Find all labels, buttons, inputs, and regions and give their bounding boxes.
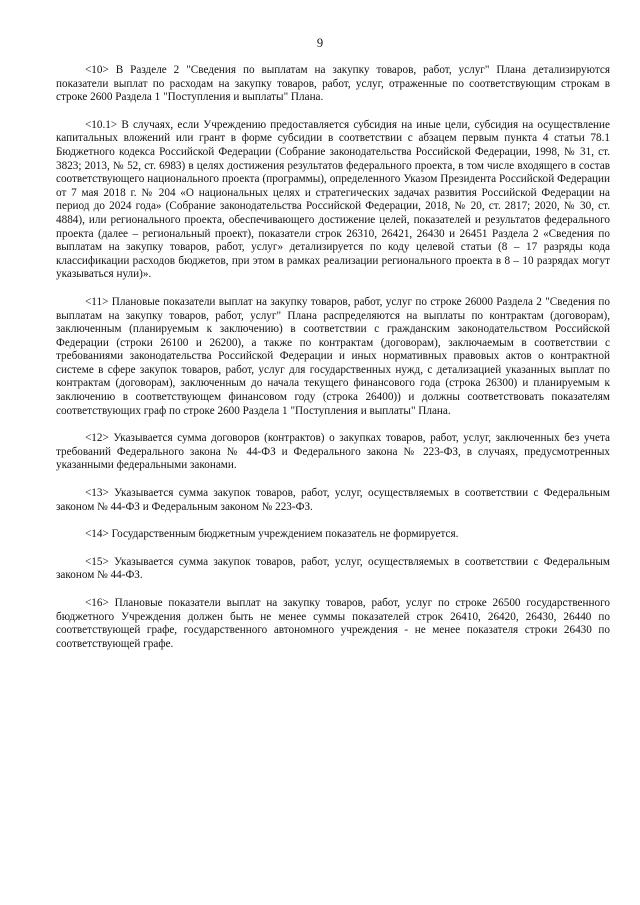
footnote-13: <13> Указывается сумма закупок товаров, работ, услуг, осуществляемых в соответствии с Федеральным законом № 44-ФЗ и Федеральным законом № 223-ФЗ. bbox=[56, 487, 610, 513]
footnote-16: <16> Плановые показатели выплат на закупку товаров, работ, услуг по строке 26500 государственного бюджетного Учреждения должен быть не менее суммы показателей строк 26410, 26420, 26430, 26440 по соответствующей графе, государственного автономного учреждения - не менее показателя строки 26430 по соответствующей графе. bbox=[56, 597, 610, 650]
footnotes-body bbox=[56, 64, 610, 665]
footnote-15: <15> Указывается сумма закупок товаров, работ, услуг, осуществляемых в соответствии с Федеральным законом № 44-ФЗ. bbox=[56, 555, 610, 582]
footnote-10: <10> В Разделе 2 "Сведения по выплатам на закупку товаров, работ, услуг" Плана детализируются показатели выплат по расходам на закупку товаров, работ, услуг, отраженные по соответствующим строкам в строке 2600 Раздела 1 "Поступления и выплаты" Плана. bbox=[56, 64, 610, 104]
page-number: 9 bbox=[316, 36, 324, 50]
footnote-12: <12> Указывается сумма договоров (контрактов) о закупках товаров, работ, услуг, заключенных без учета требований Федерального закона № 44-ФЗ и Федерального закона № 223-ФЗ, в случаях, предусмотренных указанными федеральными законами. bbox=[56, 432, 610, 472]
footnote-10-1: <10.1> В случаях, если Учреждению предоставляется субсидия на иные цели, субсидия на осуществление капитальных вложений или грант в форме субсидии в соответствии с абзацем первым пункта 4 статьи 78.1 Бюджетного кодекса Российской Федерации (Собрание законодательства Российской Федерации, 1998, № 31, ст. 3823; 2013, № 52, ст. 6983) в целях достижения результатов федерального проекта, в том числе входящего в состав соответствующего национального проекта (программы), определенного Указом Президента Российской Федерации от 7 мая 2018 г. № 204 «О национальных целях и стратегических задачах развития Российской Федерации на период до 2024 года» (Собрание законодательства Российской Федерации, 2018, № 20, ст. 2817; 2020, № 30, ст. 4884), или регионального проекта, обеспечивающего достижение целей, показателей и результатов федерального проекта (далее – региональный проект), показатели строк 26310, 26421, 26430 и 26451 Раздела 2 «Сведения по выплатам на закупку товаров, работ, услуг» детализируется по коду целевой статьи (8 – 17 разряды кода классификации расходов бюджетов, при этом в рамках реализации регионального проекта в 8 – 10 разрядах могут указываться нули)». bbox=[56, 118, 610, 281]
footnote-11: <11> Плановые показатели выплат на закупку товаров, работ, услуг по строке 26000 Раздела 2 "Сведения по выплатам на закупку товаров, работ, услуг" Плана распределяются на выплаты по контрактам (договорам), заключенным (планируемым к заключению) в соответствии с гражданским законодательством Российской Федерации (строки 26100 и 26200), а также по контрактам (договорам), заключаемым в соответствии с требованиями законодательства Российской Федерации и иных нормативных правовых актов о контрактной системе в сфере закупок товаров, работ, услуг для государственных нужд, с детализацией указанных выплат по контрактам (договорам), заключенным до начала текущего финансового года (строка 26300) и планируемым к заключению в соответствующем финансовом году (строка 26400)) и должны соответствовать показателям соответствующих граф по строке 2600 Раздела 1 "Поступления и выплаты" Плана. bbox=[56, 295, 610, 417]
footnote-14: <14> Государственным бюджетным учреждением показатель не формируется. bbox=[85, 528, 459, 541]
